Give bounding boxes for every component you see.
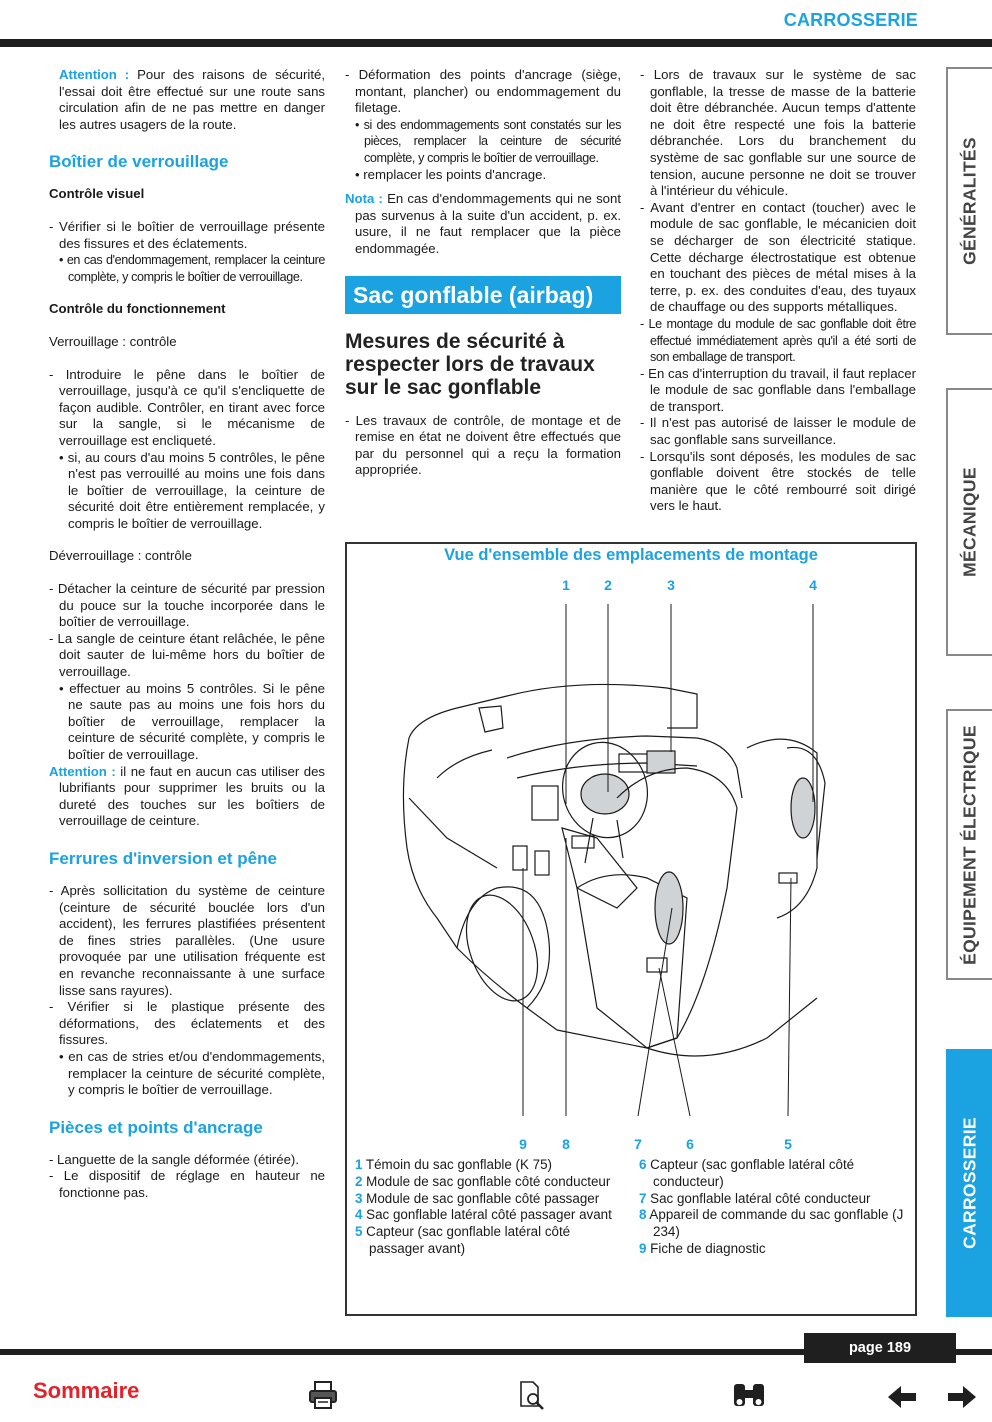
heading-ferrures: Ferrures d'inversion et pêne [49,848,277,868]
column-1 [49,67,325,1201]
callout-2: 2 [604,577,612,593]
list-item: - Le montage du module de sac gonflable doit être effectué immédiatement après qu'il a été sorti de son emballage de transport. [640,316,916,365]
callout-1: 1 [562,577,570,593]
airbag-location-figure [345,542,917,1316]
callout-8: 8 [562,1136,570,1152]
tab-mecanique[interactable]: MÉCANIQUE [946,388,992,656]
legend-item: 7 Sac gonflable latéral côté conducteur [639,1190,871,1206]
list-subitem: • en cas d'endommagement, remplacer la ceinture complète, y compris le boîtier de verrouillage. [59,253,325,284]
legend-item: 8 Appareil de commande du sac gonflable (J 234) [639,1207,904,1240]
nota-note: Nota : En cas d'endommagements qui ne sont pas survenus à la suite d'un accident, p. ex. usure, il ne faut remplacer que la pièce endommagée. [345,191,621,256]
list-item: - Introduire le pêne dans le boîtier de verrouillage, jusqu'à ce qu'il s'encliquette de façon audible. Contrôler, en tirant avec force sur la sangle, si le mécanisme de verrouillage est encliqueté. [49,366,325,448]
legend-item: 1 Témoin du sac gonflable (K 75) [355,1157,553,1172]
legend-item: 2 Module de sac gonflable côté conducteur [355,1173,611,1189]
list-item: - Les travaux de contrôle, de montage et de remise en état ne doivent être effectués que par du personnel qui a reçu la formation appropriée. [345,412,621,478]
legend-item: 5 Capteur (sac gonflable latéral côté passager avant) [355,1224,571,1256]
callout-4: 4 [809,577,817,593]
label-lock: Verrouillage : contrôle [49,333,177,349]
label-unlock: Déverrouillage : contrôle [49,548,192,564]
arrow-left-icon[interactable] [886,1384,918,1410]
heading-boitier: Boîtier de verrouillage [49,152,229,172]
list-subitem: • en cas de stries et/ou d'endommagements, remplacer la ceinture de sécurité complète, y compris le boîtier de verrouillage. [59,1048,325,1098]
legend-right [639,1157,911,1258]
callout-7: 7 [634,1136,642,1152]
list-subitem: • remplacer les points d'ancrage. [355,166,547,182]
list-item: - Lorsqu'ils sont déposés, les modules de sac gonflable doivent être stockés de telle manière que le côté rembourré soit dirigé vers le haut. [640,448,916,514]
document-zoom-icon[interactable] [518,1380,546,1412]
attention-note: Attention : il ne faut en aucun cas utiliser des lubrifiants pour supprimer les bruits ou la dureté des touches sur les boîtiers de verrouillage de ceinture. [49,763,325,829]
callout-3: 3 [667,577,675,593]
printer-icon[interactable] [307,1380,339,1410]
list-subitem: • effectuer au moins 5 contrôles. Si le pêne ne saute pas au moins une fois hors du boîtier de verrouillage, remplacer la ceinture de sécurité complète, y compris le boîtier de verrouillage. [59,680,325,762]
airbag-section-banner: Sac gonflable (airbag) [345,276,621,314]
callout-5: 5 [784,1136,792,1152]
callout-6: 6 [686,1136,694,1152]
subheading-visual: Contrôle visuel [49,186,145,202]
tab-carrosserie[interactable]: CARROSSERIE [946,1049,992,1317]
column-3 [640,67,916,515]
list-item: - Après sollicitation du système de ceinture (ceinture de sécurité bouclée lors d'un accident), les ferrures plastifiées présentent de fines stries parallèles. (Une usure provoquée par une utilisation fréquente est en revanche reconnaissante à une surface lisse sans rayures). [49,882,325,998]
list-item: - Vérifier si le plastique présente des déformations, des éclatements et des fissures. [49,999,325,1048]
header-rule [0,39,992,47]
legend-item: 4 Sac gonflable latéral côté passager avant [355,1207,612,1223]
list-item: - En cas d'interruption du travail, il faut replacer le module de sac gonflable dans l'emballage de transport. [640,365,916,414]
list-item: - Avant d'entrer en contact (toucher) avec le module de sac gonflable, le mécanicien doit se décharger de son électricité statique. Cette décharge électrostatique est obtenue en touchant des pièces de métal mises à la terre, p. ex. des conduites d'eau, des tuyaux de chauffage ou des supports métalliques. [640,199,916,315]
list-item: - Détacher la ceinture de sécurité par pression du pouce sur la touche incorporée dans le boîtier de verrouillage. [49,581,325,630]
car-interior-illustration [347,568,915,1168]
list-item: - Il n'est pas autorisé de laisser le module de sac gonflable sans surveillance. [640,415,916,448]
callout-9: 9 [519,1136,527,1152]
list-item: - Languette de la sangle déformée (étirée). [49,1151,299,1167]
attention-note: Attention : Pour des raisons de sécurité, l'essai doit être effectué sur une route sans circulation afin de ne pas mettre en danger les autres usagers de la route. [59,67,325,132]
list-item: - Déformation des points d'ancrage (siège, montant, plancher) ou endommagement du filetage. [345,67,621,116]
list-subitem: • si des endommagements sont constatés sur les pièces, remplacer la ceinture de sécurité complète, y compris le boîtier de verrouillage. [355,117,621,165]
tab-generalites[interactable]: GÉNÉRALITÉS [946,67,992,335]
arrow-right-icon[interactable] [946,1384,978,1410]
section-title: CARROSSERIE [783,10,918,30]
list-item: - La sangle de ceinture étant relâchée, le pêne doit sauter de lui-même hors du boîtier de verrouillage. [49,630,325,680]
tab-equipement-electrique[interactable]: ÉQUIPEMENT ÉLECTRIQUE [946,709,992,980]
heading-ancrage: Pièces et points d'ancrage [49,1117,263,1137]
page-number: page 189 [804,1333,956,1363]
heading-safety-measures: Mesures de sécurité à respecter lors de travaux sur le sac gonflable [345,329,595,399]
binoculars-icon[interactable] [730,1380,768,1410]
list-item: - Le dispositif de réglage en hauteur ne fonctionne pas. [49,1168,325,1200]
legend-item: 6 Capteur (sac gonflable latéral côté conducteur) [639,1157,855,1189]
legend-item: 9 Fiche de diagnostic [639,1240,766,1256]
legend-left [355,1157,625,1258]
list-subitem: • si, au cours d'au moins 5 contrôles, le pêne n'est pas verrouillé au moins une fois dans le boîtier de verrouillage, la ceinture de sécurité doit être entièrement remplacée, y compris le boîtier de verrouillage. [59,449,325,531]
figure-title: Vue d'ensemble des emplacements de montage [444,546,818,564]
list-item: - Vérifier si le boîtier de verrouillage présente des fissures et des éclatements. [49,218,325,251]
sommaire-link[interactable]: Sommaire [33,1378,140,1403]
subheading-function: Contrôle du fonctionnement [49,301,226,317]
column-2 [345,67,621,479]
list-item: - Lors de travaux sur le système de sac gonflable, la tresse de masse de la batterie doit être débranchée. Aucun temps d'attente ne doit être respecté une fois la batterie débranchée. Lors du branchement du système de sac gonflable sur une source de tension, aucune personne ne doit se trouver à l'intérieur du véhicule. [640,67,916,199]
legend-item: 3 Module de sac gonflable côté passager [355,1190,600,1206]
